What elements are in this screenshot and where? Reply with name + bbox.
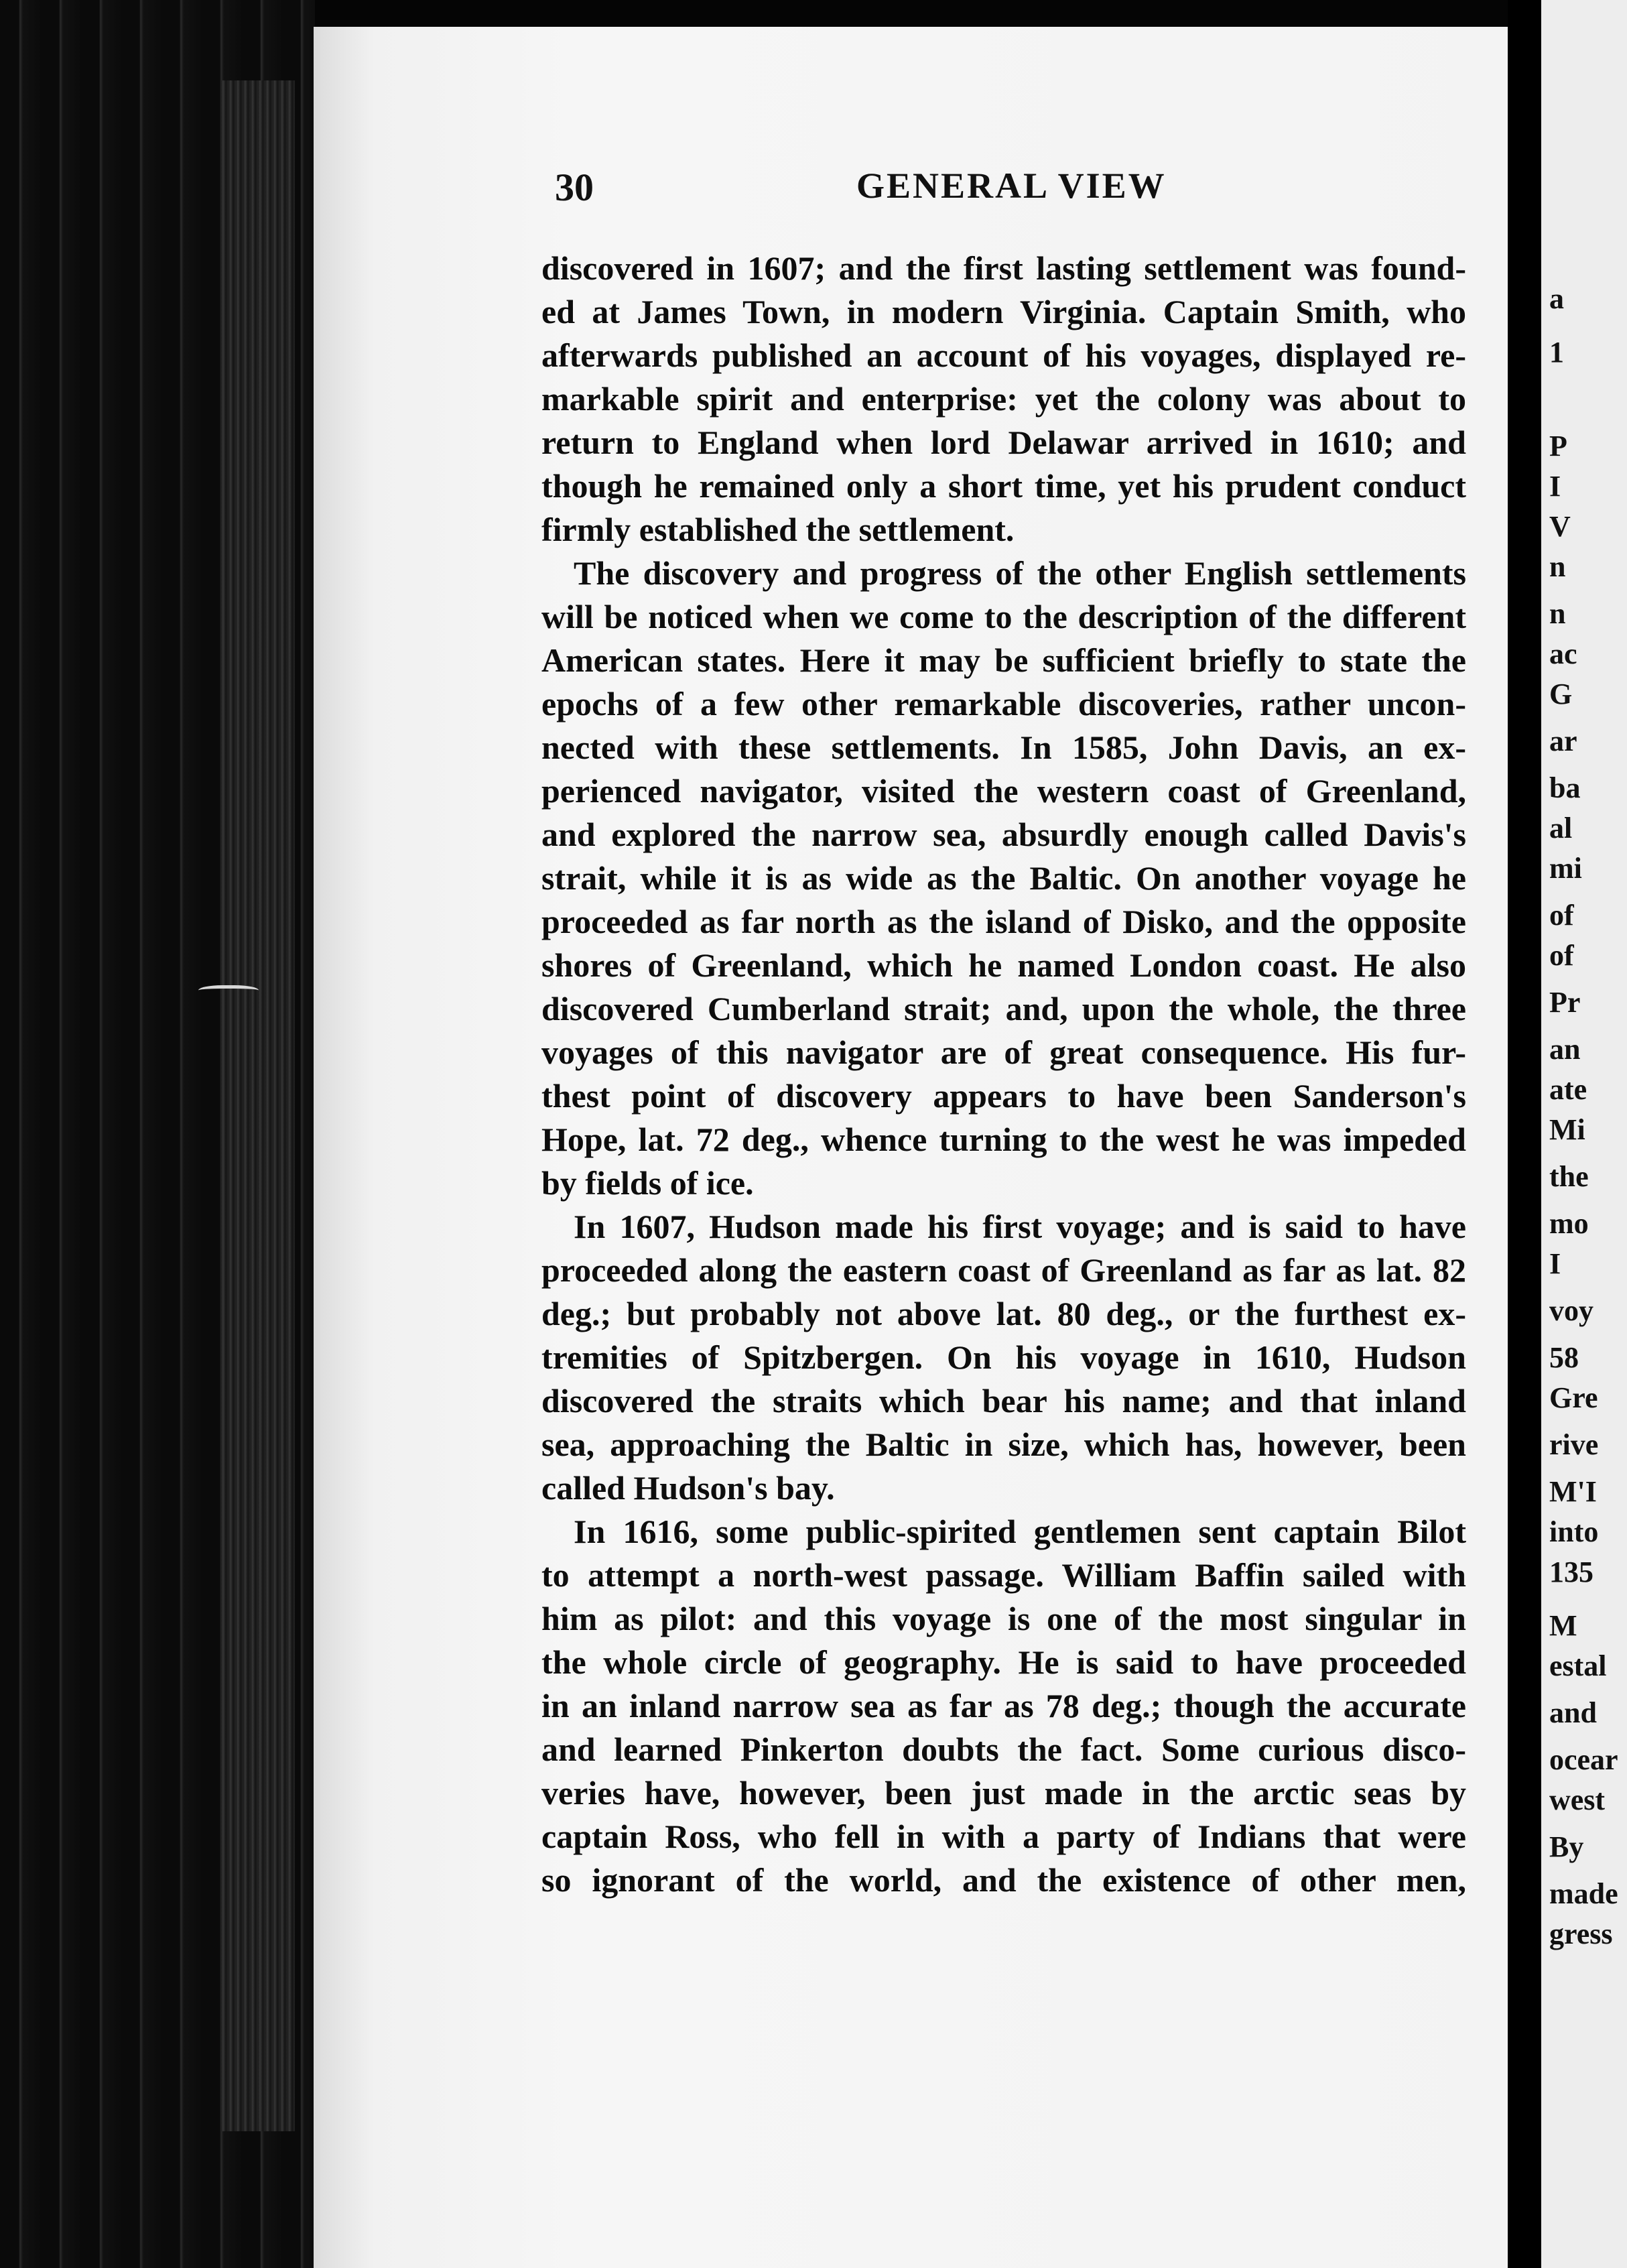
text-line: by fields of ice. <box>541 1164 754 1202</box>
facing-page-fragment: M <box>1549 1609 1577 1642</box>
facing-page-fragment: the <box>1549 1160 1589 1193</box>
facing-page-fragment: ac <box>1549 637 1577 670</box>
facing-page-fragment: and <box>1549 1696 1597 1729</box>
text-line: return to England when lord Delawar arrived in 1610; and <box>541 424 1466 461</box>
facing-page-fragment: ar <box>1549 724 1577 757</box>
text-line: him as pilot: and this voyage is one of the most singular in <box>541 1600 1466 1637</box>
text-line: will be noticed when we come to the description of the different <box>541 598 1466 635</box>
facing-page-fragment: mi <box>1549 852 1582 885</box>
text-line: the whole circle of geography. He is said to have proceeded <box>541 1643 1466 1681</box>
text-line: sea, approaching the Baltic in size, which has, however, been <box>541 1426 1466 1463</box>
text-line: though he remained only a short time, yet his prudent conduct <box>541 467 1466 505</box>
text-line: and explored the narrow sea, absurdly enough called Davis's <box>541 816 1466 853</box>
facing-page-fragment: west <box>1549 1783 1606 1816</box>
bookmark-mark <box>198 985 259 998</box>
facing-page-fragment: Mi <box>1549 1113 1585 1146</box>
text-line: veries have, however, been just made in the arctic seas by <box>541 1774 1466 1812</box>
facing-page-fragment: voy <box>1549 1294 1593 1327</box>
facing-page-fragment: 135 <box>1549 1556 1593 1588</box>
text-line: ed at James Town, in modern Virginia. Captain Smith, who <box>541 293 1466 330</box>
text-line: deg.; but probably not above lat. 80 deg., or the furthest ex- <box>541 1295 1466 1332</box>
facing-page-fragment: I <box>1549 470 1561 503</box>
facing-page-fragment: G <box>1549 678 1573 710</box>
running-head <box>555 165 1480 212</box>
text-line: called Hudson's bay. <box>541 1469 835 1507</box>
facing-page-fragment: of <box>1549 899 1574 932</box>
facing-page-fragment: ate <box>1549 1073 1587 1106</box>
text-line: thest point of discovery appears to have been Sanderson's <box>541 1077 1466 1115</box>
facing-page-fragment: By <box>1549 1830 1584 1863</box>
paragraph-start-line: The discovery and progress of the other English settlements <box>574 554 1466 592</box>
facing-page-fragment: ocear <box>1549 1743 1618 1776</box>
facing-page-fragment: rive <box>1549 1428 1599 1461</box>
text-line: and learned Pinkerton doubts the fact. Some curious disco- <box>541 1730 1466 1768</box>
facing-page-fragment: al <box>1549 812 1573 844</box>
text-line: afterwards published an account of his voyages, displayed re- <box>541 336 1466 374</box>
text-line: strait, while it is as wide as the Baltic. On another voyage he <box>541 859 1466 897</box>
facing-page-fragment: a <box>1549 282 1564 315</box>
page-edges <box>221 80 295 2131</box>
facing-page-fragment: n <box>1549 597 1566 630</box>
text-line: captain Ross, who fell in with a party of Indians that were <box>541 1818 1466 1855</box>
facing-page-fragment: mo <box>1549 1207 1589 1240</box>
text-line: in an inland narrow sea as far as 78 deg.; though the accurate <box>541 1687 1466 1724</box>
facing-page-fragment: P <box>1549 430 1567 462</box>
facing-page-fragment: an <box>1549 1033 1581 1066</box>
facing-page-fragment: of <box>1549 939 1574 972</box>
text-line: discovered the straits which bear his name; and that inland <box>541 1382 1466 1420</box>
text-line: so ignorant of the world, and the existence of other men, <box>541 1861 1466 1899</box>
text-line: voyages of this navigator are of great consequence. His fur- <box>541 1033 1466 1071</box>
text-line: firmly established the settlement. <box>541 511 1015 548</box>
facing-page-fragment: 58 <box>1549 1341 1579 1374</box>
facing-page-fragment: Pr <box>1549 986 1581 1019</box>
facing-page-fragment: estal <box>1549 1649 1607 1682</box>
text-line: nected with these settlements. In 1585, John Davis, an ex- <box>541 729 1466 766</box>
text-line: perienced navigator, visited the western coast of Greenland, <box>541 772 1466 810</box>
text-line: shores of Greenland, which he named London coast. He also <box>541 946 1466 984</box>
text-line: American states. Here it may be sufficient briefly to state the <box>541 641 1466 679</box>
facing-page-edge <box>1541 0 1627 2268</box>
facing-page-fragment: made <box>1549 1877 1618 1910</box>
facing-page-fragment: Gre <box>1549 1381 1598 1414</box>
text-line: markable spirit and enterprise: yet the colony was about to <box>541 380 1466 418</box>
paragraph-start-line: In 1607, Hudson made his first voyage; and is said to have <box>574 1208 1466 1245</box>
facing-page-fragment: 1 <box>1549 336 1564 369</box>
facing-page-fragment: into <box>1549 1515 1599 1548</box>
text-line: proceeded as far north as the island of Disko, and the opposite <box>541 903 1466 940</box>
running-head-title: GENERAL VIEW <box>856 166 1167 206</box>
text-line: discovered Cumberland strait; and, upon the whole, the three <box>541 990 1466 1027</box>
facing-page-fragment: n <box>1549 550 1566 583</box>
text-line: tremities of Spitzbergen. On his voyage in 1610, Hudson <box>541 1338 1466 1376</box>
paragraph-start-line: In 1616, some public-spirited gentlemen sent captain Bilot <box>574 1513 1466 1550</box>
text-line: proceeded along the eastern coast of Greenland as far as lat. 82 <box>541 1251 1466 1289</box>
text-line: epochs of a few other remarkable discoveries, rather uncon- <box>541 685 1466 722</box>
facing-page-fragment: V <box>1549 510 1571 543</box>
text-line: discovered in 1607; and the first lasting settlement was found- <box>541 249 1466 287</box>
text-line: Hope, lat. 72 deg., whence turning to the west he was impeded <box>541 1121 1466 1158</box>
facing-page-fragment: ba <box>1549 771 1581 804</box>
page-number: 30 <box>555 166 594 209</box>
facing-page-fragment: gress <box>1549 1917 1613 1950</box>
text-line: to attempt a north-west passage. William Baffin sailed with <box>541 1556 1466 1594</box>
body-text <box>541 247 1466 1902</box>
facing-page-fragment: M'I <box>1549 1475 1597 1508</box>
facing-page-fragment: I <box>1549 1247 1561 1280</box>
